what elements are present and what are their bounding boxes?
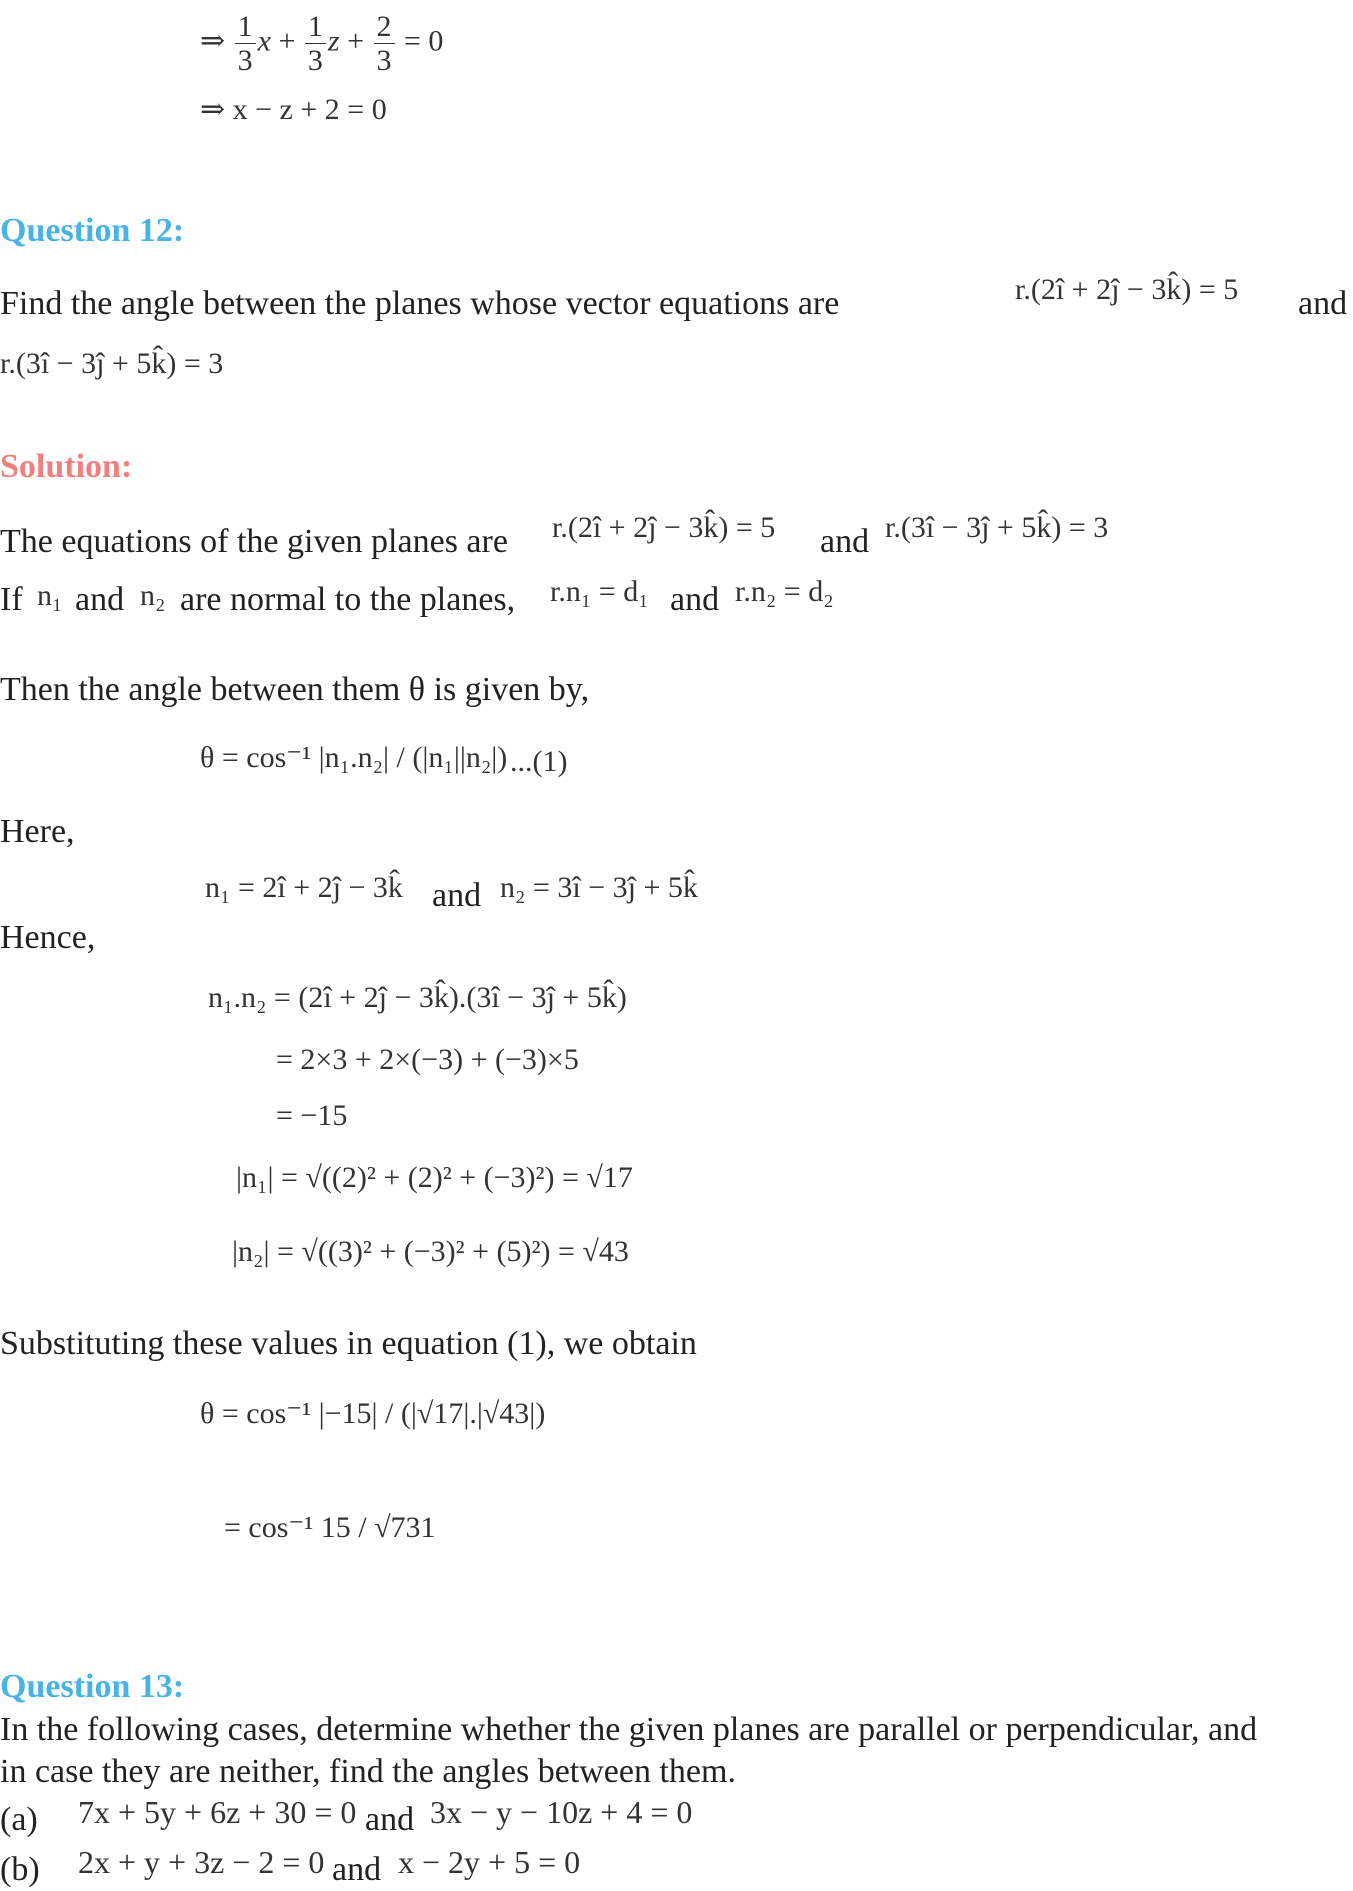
solution-eq-d1: r.n₁ = d₁ bbox=[550, 575, 649, 608]
q13-b-eq-2: x − 2y + 5 = 0 bbox=[398, 1844, 581, 1880]
n-definitions-and: and bbox=[432, 877, 482, 914]
q13-a-eq-2: 3x − y − 10z + 4 = 0 bbox=[430, 1794, 693, 1830]
q13-line-2: in case they are neither, find the angles between them. bbox=[0, 1753, 736, 1790]
hence-label: Hence, bbox=[0, 919, 96, 956]
solution-eq-1: r.(2î + 2ĵ − 3k̂) = 5 bbox=[552, 511, 776, 544]
dot-product-line-2: = 2×3 + 2×(−3) + (−3)×5 bbox=[276, 1043, 579, 1076]
solution-line-2-text: are normal to the planes, bbox=[180, 581, 516, 618]
magnitude-n2: |n₂| = √((3)² + (−3)² + (5)²) = √43 bbox=[232, 1235, 629, 1268]
then-text: Then the angle between them θ is given by, bbox=[0, 671, 590, 708]
question-12-heading: Question 12: bbox=[0, 212, 185, 249]
q13-line-1: In the following cases, determine whether the given planes are parallel or perpendicular, and bbox=[0, 1711, 1258, 1748]
intro-line-1: ⇒ $\frac{1}{3}$ x + $\frac{1}{3}$ z + $\frac{2}{3}$ = 0 bbox=[200, 10, 444, 77]
formula-1: θ = cos⁻¹ |n₁.n₂| / (|n₁||n₂|) bbox=[200, 741, 508, 774]
solution-n2: n₂ bbox=[140, 579, 166, 612]
solution-line-1-text: The equations of the given planes are bbox=[0, 523, 508, 560]
solution-n1: n₁ bbox=[37, 579, 63, 612]
solution-line-1-and: and bbox=[820, 523, 870, 560]
q12-equation-1: r.(2î + 2ĵ − 3k̂) = 5 bbox=[1015, 273, 1239, 306]
q12-text-line-1: Find the angle between the planes whose vector equations are bbox=[0, 285, 840, 322]
q12-and: and bbox=[1298, 285, 1348, 322]
n1-definition: n₁ = 2î + 2ĵ − 3k̂ bbox=[205, 871, 403, 904]
solution-line-2-if: If bbox=[0, 581, 23, 618]
substituting-text: Substituting these values in equation (1), we obtain bbox=[0, 1325, 697, 1362]
q13-a-label: (a) bbox=[0, 1801, 38, 1838]
q13-b-eq-1: 2x + y + 3z − 2 = 0 bbox=[78, 1844, 325, 1880]
dot-product-line-1: n₁.n₂ = (2î + 2ĵ − 3k̂).(3î − 3ĵ + 5k̂) bbox=[208, 981, 627, 1014]
q12-equation-2: r.(3î − 3ĵ + 5k̂) = 3 bbox=[0, 347, 224, 380]
q13-b-and: and bbox=[332, 1851, 382, 1888]
n2-definition: n₂ = 3î − 3ĵ + 5k̂ bbox=[500, 871, 698, 904]
solution-eq-2: r.(3î − 3ĵ + 5k̂) = 3 bbox=[885, 511, 1109, 544]
dot-product-line-3: = −15 bbox=[276, 1099, 348, 1132]
intro-line-2: ⇒ x − z + 2 = 0 bbox=[200, 93, 387, 126]
formula-1-tag: ...(1) bbox=[510, 745, 568, 778]
result-line-2: = cos⁻¹ 15 / √731 bbox=[224, 1511, 436, 1544]
q13-b-label: (b) bbox=[0, 1851, 40, 1888]
question-13-heading: Question 13: bbox=[0, 1668, 185, 1705]
solution-heading: Solution: bbox=[0, 448, 133, 485]
magnitude-n1: |n₁| = √((2)² + (2)² + (−3)²) = √17 bbox=[236, 1161, 633, 1194]
solution-line-2-and-2: and bbox=[670, 581, 720, 618]
solution-line-2-and: and bbox=[75, 581, 125, 618]
q13-a-eq-1: 7x + 5y + 6z + 30 = 0 bbox=[78, 1794, 357, 1830]
q13-a-and: and bbox=[365, 1801, 415, 1838]
solution-eq-d2: r.n₂ = d₂ bbox=[735, 575, 834, 608]
here-label: Here, bbox=[0, 813, 75, 850]
result-line-1: θ = cos⁻¹ |−15| / (|√17|.|√43|) bbox=[200, 1397, 546, 1430]
